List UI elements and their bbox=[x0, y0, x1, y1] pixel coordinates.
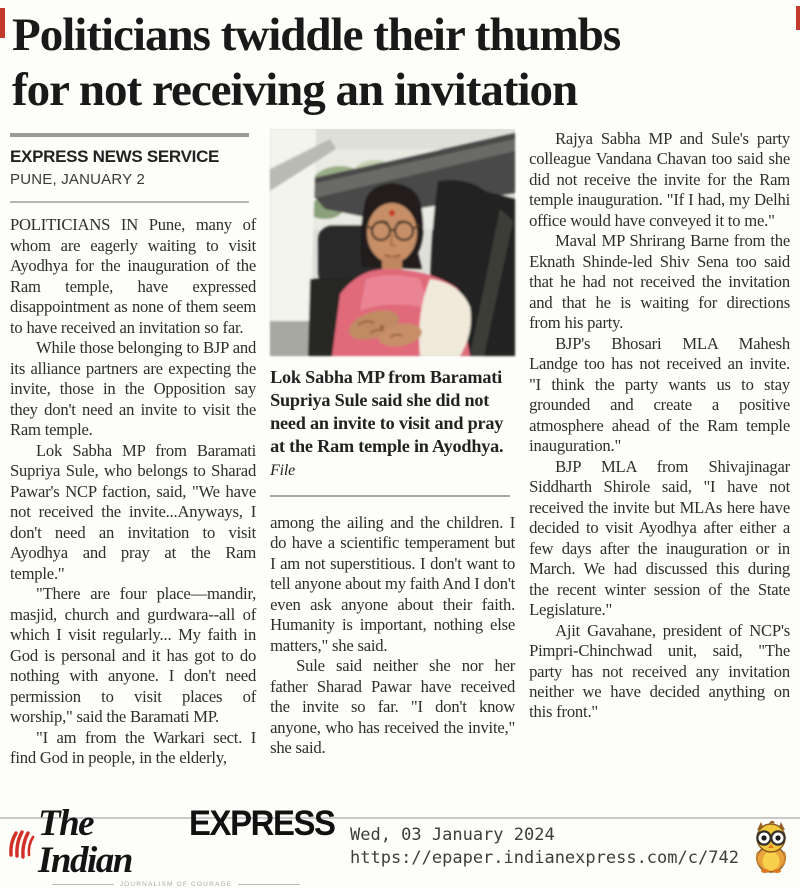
epaper-footer bbox=[0, 803, 800, 888]
article-paragraph: Ajit Gavahane, president of NCP's Pimpri-Chinchwad unit, said, "The party has not received any invitation neither we have decided anything on this front." bbox=[529, 620, 790, 722]
page-edge-mark-left bbox=[0, 8, 5, 38]
article-paragraph: BJP MLA from Shivajinagar Siddharth Shirole said, "I have not received the invite but MLAs here have decided to visit Ayodhya after either a few days after the inauguration or in March. We had discussed this during the recent winter session of the State Legislature." bbox=[529, 456, 790, 620]
owl-mascot-icon bbox=[746, 820, 796, 873]
epaper-date: Wed, 03 January 2024 bbox=[350, 824, 555, 845]
byline-rule-bottom bbox=[10, 201, 249, 203]
article-columns bbox=[10, 129, 790, 769]
headline-line-2: for not receiving an invitation bbox=[12, 64, 578, 117]
article-photo bbox=[270, 129, 515, 356]
article-paragraph: "There are four place—mandir, masjid, church and gurdwara--all of which I visit regularly... My faith in God is personal and it has got to do nothing with anyone. I don't need permission to visit places of worship," said the Baramati MP. bbox=[10, 584, 257, 727]
byline-block bbox=[10, 133, 256, 204]
masthead-the-indian: The Indian bbox=[38, 803, 132, 881]
tagline-rule-left bbox=[52, 884, 114, 885]
byline-rule-top bbox=[10, 133, 249, 137]
article-paragraph: While those belonging to BJP and its alliance partners are expecting the invite, those in the Opposition say they don't need an invite to visit the Ram temple. bbox=[10, 338, 257, 440]
masthead-express: EXPRESS bbox=[189, 804, 335, 843]
article-paragraph: Sule said neither she nor her father Sharad Pawar have received the invite so far. "I don't know anyone, who has received the invite," she said. bbox=[270, 656, 516, 758]
article-paragraph: POLITICIANS IN Pune, many of whom are eagerly waiting to visit Ayodhya for the inauguration of the Ram temple, have expressed disappointment as none of them seem to have received an invitation so far. bbox=[10, 215, 257, 337]
epaper-meta bbox=[350, 824, 746, 870]
caption-text: Lok Sabha MP from Baramati Supriya Sule said she did not need an invite to visit and pray at the Ram temple in Ayodhya. bbox=[270, 366, 504, 456]
indian-express-masthead bbox=[8, 805, 344, 888]
column-1 bbox=[10, 129, 256, 769]
epaper-url-link[interactable]: https://epaper.indianexpress.com/c/742 bbox=[350, 847, 739, 868]
column-3 bbox=[529, 129, 790, 769]
byline-dateline: PUNE, JANUARY 2 bbox=[10, 170, 145, 188]
article-paragraph: BJP's Bhosari MLA Mahesh Landge too has not received an invite. "I think the party wants us to stay grounded and create a positive atmosphere ahead of the Ram temple inauguration." bbox=[529, 333, 790, 456]
supriya-sule-photo-illustration bbox=[270, 129, 515, 356]
article-headline bbox=[12, 8, 790, 119]
article-paragraph: Maval MP Shrirang Barne from the Eknath Shinde-led Shiv Sena too said that he had not received the invitation and that he is waiting for directions from his party. bbox=[529, 231, 790, 333]
column-2 bbox=[270, 129, 515, 769]
article-paragraph: "I am from the Warkari sect. I find God in people, in the elderly, bbox=[10, 727, 257, 767]
masthead-tagline bbox=[8, 881, 344, 888]
page-edge-mark-right bbox=[796, 6, 800, 30]
tagline-text: JOURNALISM OF COURAGE bbox=[119, 881, 233, 888]
article-paragraph: Lok Sabha MP from Baramati Supriya Sule, who belongs to Sharad Pawar's NCP faction, said, "We have not received the invite...Anyways, I don't need an invitation to visit Ayodhya and pray at the Ram temple." bbox=[10, 440, 257, 583]
byline-agency: EXPRESS NEWS SERVICE bbox=[10, 146, 220, 166]
article-paragraph: among the ailing and the children. I do have a scientific temperament but I am not superstitious. I don't want to tell anyone about my faith And I don't even ask anyone about their faith. Humanity is important, nothing else matters," she said. bbox=[270, 512, 516, 655]
red-flourish-icon bbox=[8, 825, 34, 859]
caption-credit: File bbox=[270, 461, 296, 479]
photo-caption bbox=[270, 366, 515, 481]
article-paragraph: Rajya Sabha MP and Sule's party colleague Vandana Chavan too said she did not receive the invite for the Ram temple inauguration. "If I had, my Delhi office would have conveyed it to me." bbox=[529, 128, 790, 230]
tagline-rule-right bbox=[238, 884, 300, 885]
headline-line-1: Politicians twiddle their thumbs bbox=[12, 9, 621, 61]
caption-rule bbox=[270, 495, 510, 497]
